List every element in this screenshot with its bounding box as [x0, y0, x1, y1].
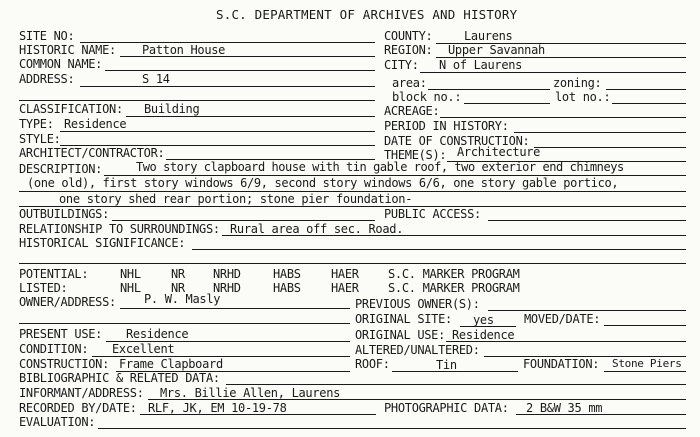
potential-haer: HAER [331, 267, 359, 281]
block-no-label: block no.: [392, 90, 462, 104]
roof-label: ROOF: [355, 357, 390, 371]
roof-line [392, 371, 518, 372]
historic-name-value: Patton House [142, 43, 226, 57]
relationship-label: RELATIONSHIP TO SURROUNDINGS: [19, 222, 220, 236]
area-label: area: [392, 76, 427, 90]
informant-line [148, 399, 686, 400]
construction-label: CONSTRUCTION: [19, 357, 110, 371]
site-no-label: SITE NO: [19, 29, 75, 43]
acreage-line [440, 117, 686, 118]
informant-value: Mrs. Billie Allen, Laurens [160, 386, 341, 400]
historic-name-line [120, 56, 375, 57]
classification-value: Building [144, 102, 200, 116]
foundation-line [604, 371, 686, 372]
relationship-value: Rural area off sec. Road. [230, 222, 404, 236]
listed-nrhd: NRHD [213, 281, 241, 295]
recorded-by-value: RLF, JK, EM 10-19-78 [148, 401, 287, 415]
type-label: TYPE: [19, 117, 54, 131]
theme-value: Architecture [457, 145, 541, 159]
potential-nhl: NHL [120, 267, 141, 281]
architect-label: ARCHITECT/CONTRACTOR: [19, 146, 165, 160]
original-use-line [446, 341, 686, 342]
listed-label: LISTED: [19, 281, 68, 295]
previous-owners-line [488, 310, 686, 311]
address-value: S 14 [142, 72, 170, 86]
style-label: STYLE: [19, 132, 61, 146]
city-line [420, 72, 686, 73]
photographic-label: PHOTOGRAPHIC DATA: [384, 401, 509, 415]
owner-address-line [120, 308, 350, 309]
common-name-line [105, 70, 375, 71]
public-access-label: PUBLIC ACCESS: [384, 207, 481, 221]
listed-marker: S.C. MARKER PROGRAM [388, 281, 520, 295]
form-title: S.C. DEPARTMENT OF ARCHIVES AND HISTORY [216, 7, 518, 22]
county-value: Laurens [464, 29, 513, 43]
type-value: Residence [64, 117, 127, 131]
recorded-by-line [140, 414, 376, 415]
present-use-value: Residence [126, 327, 189, 341]
owner-address-label: OWNER/ADDRESS: [19, 295, 116, 309]
outbuildings-line [112, 220, 375, 221]
lot-no-label: lot no.: [555, 90, 611, 104]
potential-nr: NR [171, 267, 185, 281]
outbuildings-label: OUTBUILDINGS: [19, 207, 110, 221]
potential-nrhd: NRHD [213, 267, 241, 281]
zoning-label: zoning: [553, 76, 602, 90]
evaluation-label: EVALUATION: [19, 415, 96, 429]
description-label: DESCRIPTION: [19, 162, 103, 176]
description-rule-3 [19, 206, 686, 207]
listed-nr: NR [171, 281, 185, 295]
listed-nhl: NHL [120, 281, 141, 295]
owner-address-line-2 [19, 323, 350, 324]
period-line [514, 132, 686, 133]
block-no-line [464, 103, 550, 104]
date-construction-line [534, 147, 686, 148]
listed-haer: HAER [331, 281, 359, 295]
moved-date-label: MOVED/DATE: [524, 312, 601, 326]
site-no-line [80, 42, 375, 43]
bibliographic-line [226, 384, 686, 385]
relationship-line [222, 235, 686, 236]
type-line [60, 131, 375, 132]
description-line-1: Two story clapboard house with tin gable roof, two exterior end chimneys [136, 160, 624, 174]
original-site-label: ORIGINAL SITE: [355, 312, 452, 326]
lot-no-line [612, 103, 686, 104]
public-access-line [488, 220, 686, 221]
previous-owners-label: PREVIOUS OWNER(S): [355, 297, 480, 311]
classification-line [126, 116, 375, 117]
condition-value: Excellent [112, 342, 175, 356]
listed-habs: HABS [273, 281, 301, 295]
blank-rule [19, 263, 686, 264]
address-line [80, 86, 375, 87]
photographic-line [516, 414, 686, 415]
city-value: N of Laurens [439, 58, 523, 72]
address-label: ADDRESS: [19, 72, 75, 86]
classification-label: CLASSIFICATION: [19, 102, 123, 116]
owner-address-value: P. W. Masly [144, 292, 221, 306]
region-label: REGION: [384, 43, 433, 57]
historical-significance-line [192, 249, 686, 250]
theme-label: THEME(S): [384, 148, 447, 162]
city-label: CITY: [384, 58, 419, 72]
original-site-line [460, 326, 516, 327]
construction-value: Frame Clapboard [119, 357, 223, 371]
foundation-value: Stone Piers [612, 357, 682, 370]
county-label: COUNTY: [384, 29, 433, 43]
potential-label: POTENTIAL: [19, 267, 89, 281]
description-line-3: one story shed rear portion; stone pier foundation- [59, 192, 413, 206]
address-line-2 [19, 100, 375, 101]
acreage-label: ACREAGE: [384, 104, 440, 118]
recorded-by-label: RECORDED BY/DATE: [19, 401, 137, 415]
evaluation-line [98, 428, 686, 429]
roof-value: Tin [436, 358, 457, 372]
foundation-label: FOUNDATION: [523, 357, 600, 371]
altered-label: ALTERED/UNALTERED: [355, 343, 480, 357]
description-line-2: (one old), first story windows 6/9, second story windows 6/6, one story gable portico, [27, 176, 619, 190]
photographic-value: 2 B&W 35 mm [526, 401, 603, 415]
date-construction-label: DATE OF CONSTRUCTION: [384, 134, 530, 148]
period-label: PERIOD IN HISTORY: [384, 119, 509, 133]
historic-name-label: HISTORIC NAME: [19, 43, 116, 57]
potential-marker: S.C. MARKER PROGRAM [388, 267, 520, 281]
historical-significance-label: HISTORICAL SIGNIFICANCE: [19, 236, 186, 250]
region-value: Upper Savannah [448, 43, 545, 57]
potential-habs: HABS [273, 267, 301, 281]
informant-label: INFORMANT/ADDRESS: [19, 386, 144, 400]
condition-label: CONDITION: [19, 342, 89, 356]
common-name-label: COMMON NAME: [19, 57, 103, 71]
present-use-label: PRESENT USE: [19, 327, 103, 341]
moved-date-line [604, 325, 686, 326]
zoning-line [606, 89, 686, 90]
original-site-value: yes [473, 313, 494, 327]
original-use-label: ORIGINAL USE: [355, 328, 446, 342]
bibliographic-label: BIBLIOGRAPHIC & RELATED DATA: [19, 371, 220, 385]
original-use-value: Residence [452, 328, 515, 342]
